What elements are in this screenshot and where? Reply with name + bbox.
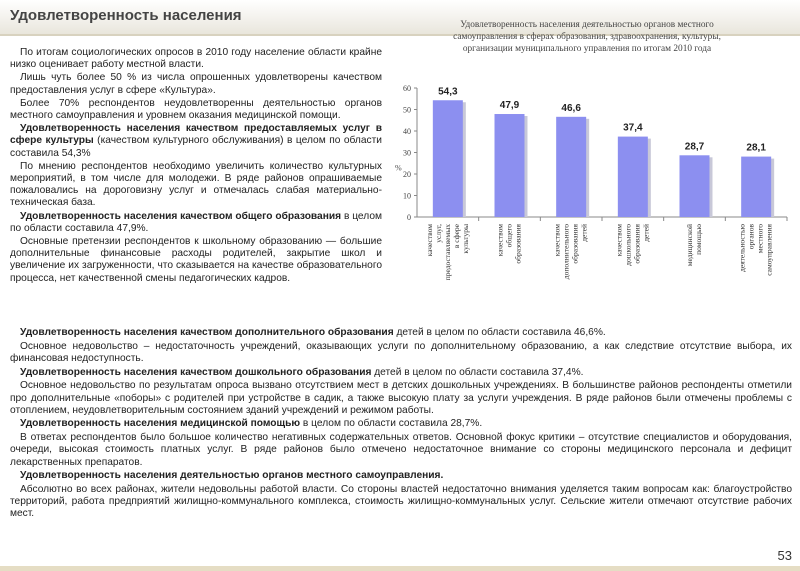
paragraph — [10, 484, 792, 521]
x-tick-label-line: образования — [632, 224, 642, 264]
x-tick-label-line: образования — [570, 224, 580, 264]
bar — [618, 137, 648, 217]
bar-value-label: 47,9 — [499, 100, 520, 112]
y-tick-label: 10 — [403, 191, 411, 201]
satisfaction-chart — [387, 10, 795, 310]
x-tick-label-line: органов — [746, 224, 756, 250]
x-tick-label-line: предоставляемых — [442, 224, 452, 281]
paragraph — [10, 380, 792, 417]
paragraph — [10, 98, 382, 122]
y-tick-label: 40 — [403, 127, 411, 136]
x-tick-label-line: помощью — [694, 224, 703, 255]
bar-value-label: 28,7 — [684, 141, 705, 153]
paragraph — [10, 418, 792, 430]
bar — [495, 114, 525, 217]
paragraph — [10, 367, 792, 379]
y-tick-label: 50 — [403, 105, 411, 115]
text-run: Основное недовольство – недостаточность учреждений, оказывающих услуги по дополнительному образованию, а как следствие отсутствие выбора, их финансовая недоступность. — [10, 340, 792, 364]
x-tick-label-line: самоуправления — [764, 224, 774, 276]
x-tick-label — [496, 223, 523, 263]
bar-value-label: 37,4 — [623, 122, 643, 134]
bold-text: Удовлетворенность населения качеством дополнительного образования — [20, 327, 394, 338]
page-number: 53 — [777, 548, 792, 563]
chart-svg — [387, 10, 795, 310]
paragraph — [10, 211, 382, 235]
left-text-column — [10, 47, 382, 286]
text-run: По мнению респондентов необходимо увеличить количество культурных мероприятий, в том числе для молодежи. В ряде районов опрашиваемые пожаловались на дороговизну услуг и отмечалась слабая материально-техническая база. — [10, 160, 382, 209]
x-tick-label-line: качеством — [424, 224, 434, 257]
bold-text: Удовлетворенность населения качеством предоставляемых услуг в сфере культуры — [10, 123, 382, 147]
x-tick-label — [553, 223, 589, 279]
x-tick-label — [685, 224, 703, 267]
text-run: в целом по области составила 47,9%. — [10, 210, 382, 234]
x-tick-label — [738, 223, 774, 275]
y-tick-label: 0 — [407, 213, 411, 222]
y-tick-label: 60 — [403, 84, 411, 93]
full-text-column — [10, 327, 792, 522]
paragraph — [10, 123, 382, 160]
x-tick-label-line: детей — [579, 224, 589, 242]
paragraph — [10, 47, 382, 71]
bar-value-label: 28,1 — [746, 142, 766, 154]
x-tick-label-line: культуры — [460, 224, 470, 254]
x-tick-label-line: медицинской — [685, 224, 694, 267]
x-tick-label-line: дошкольного — [623, 224, 633, 266]
x-tick-label — [614, 223, 650, 265]
x-tick-label — [425, 223, 470, 280]
x-tick-label-line: общего — [504, 224, 514, 248]
bar-value-label: 46,6 — [561, 102, 581, 114]
paragraph — [10, 236, 382, 285]
text-run: детей в целом по области составила 46,6%. — [393, 327, 606, 338]
x-tick-label-line: услуг, — [433, 224, 443, 243]
bar — [433, 100, 463, 217]
x-tick-label-line: местного — [755, 224, 765, 254]
x-tick-label-line: деятельностью — [737, 224, 747, 272]
paragraph — [10, 341, 792, 365]
x-tick-label-line: качеством — [495, 224, 505, 257]
text-run: (качеством культурного обслуживания) в целом по области составила 54,3% — [10, 135, 382, 159]
x-tick-label-line: качеством — [614, 224, 624, 257]
bar — [556, 117, 586, 217]
paragraph — [10, 161, 382, 210]
chart-title: Удовлетворенность населения деятельностью органов местного самоуправления в сферах образования, здравоохранения, культуры, организации муниципального управления по итогам 2010 года — [453, 20, 721, 54]
bold-text: Удовлетворенность населения медицинской помощью — [20, 418, 301, 430]
text-run: Лишь чуть более 50 % из числа опрошенных удовлетворены качеством предоставления услуг в сфере «Культура». — [10, 72, 382, 96]
text-run: В ответах респондентов было большое количество негативных содержательных ответов. Основной фокус критики – отсутствие специалистов и оборудования, очереди, высокая стоимость платных услуг. В ряде районов было отмечено недостаточное внимание со стороны медицинского персонала и дефицит лекарственных препаратов. — [10, 432, 792, 468]
text-run: Основные претензии респондентов к школьному образованию — большие дополнительные финансовые расходы родителей, закрытие школ и увеличение их загруженности, что сказывается на качестве образовательного процесса, нет качественной смены педагогических кадров. — [10, 236, 382, 284]
paragraph — [10, 72, 382, 96]
text-run: По итогам социологических опросов в 2010 году население области крайне низко оценивает работу местной власти. — [10, 47, 382, 71]
x-tick-label-line: образования — [513, 224, 523, 264]
x-tick-label-line: дополнительного — [561, 224, 571, 280]
text-run: Более 70% респондентов неудовлетворенны деятельностью органов местного самоуправления и уровнем оказания медицинской помощи. — [10, 97, 382, 122]
text-run: в целом по области составила 28,7%. — [300, 418, 483, 430]
text-run: Основное недовольство по результатам опроса вызвано отсутствием мест в детских дошкольных учреждениях. В большинстве районов респонденты отметили про дополнительные «поборы» с родителей при устройстве в садик, а также высокую плату за услуги учреждения. В ряде районов были отмечены проблемы с отоплением, неудовлетворительным состоянием зданий учреждений и режимом работы. — [10, 380, 792, 416]
bar-value-label: 54,3 — [438, 86, 458, 98]
bar — [680, 155, 710, 217]
bold-text: Удовлетворенность населения деятельностью органов местного самоуправления. — [20, 470, 444, 482]
y-tick-label: 30 — [403, 148, 411, 158]
bold-text: Удовлетворенность населения качеством дошкольного образования — [20, 366, 372, 378]
page-title: Удовлетворенность населения — [10, 7, 242, 24]
x-tick-label-line: в сфере — [451, 224, 461, 249]
footer-line — [0, 566, 800, 571]
bar — [741, 157, 771, 217]
text-run: детей в целом по области составила 37,4%. — [371, 366, 584, 378]
y-tick-label: 20 — [403, 170, 411, 179]
paragraph — [10, 327, 792, 339]
x-tick-label-line: детей — [641, 224, 651, 242]
paragraph — [10, 470, 792, 482]
text-run: Абсолютно во всех районах, жители недовольны работой власти. Со стороны властей недостаточно внимания уделяется таким вопросам как: благоустройство территорий, работа предприятий жилищно-коммунального комплекса, стоимость жилищно-коммунальных услуг. Сельские жители отмечают отсутствие рабочих мест. — [10, 483, 792, 520]
x-tick-label-line: качеством — [552, 224, 562, 257]
paragraph — [10, 432, 792, 469]
y-axis-label: % — [395, 163, 402, 173]
bold-text: Удовлетворенность населения качеством общего образования — [20, 210, 342, 222]
